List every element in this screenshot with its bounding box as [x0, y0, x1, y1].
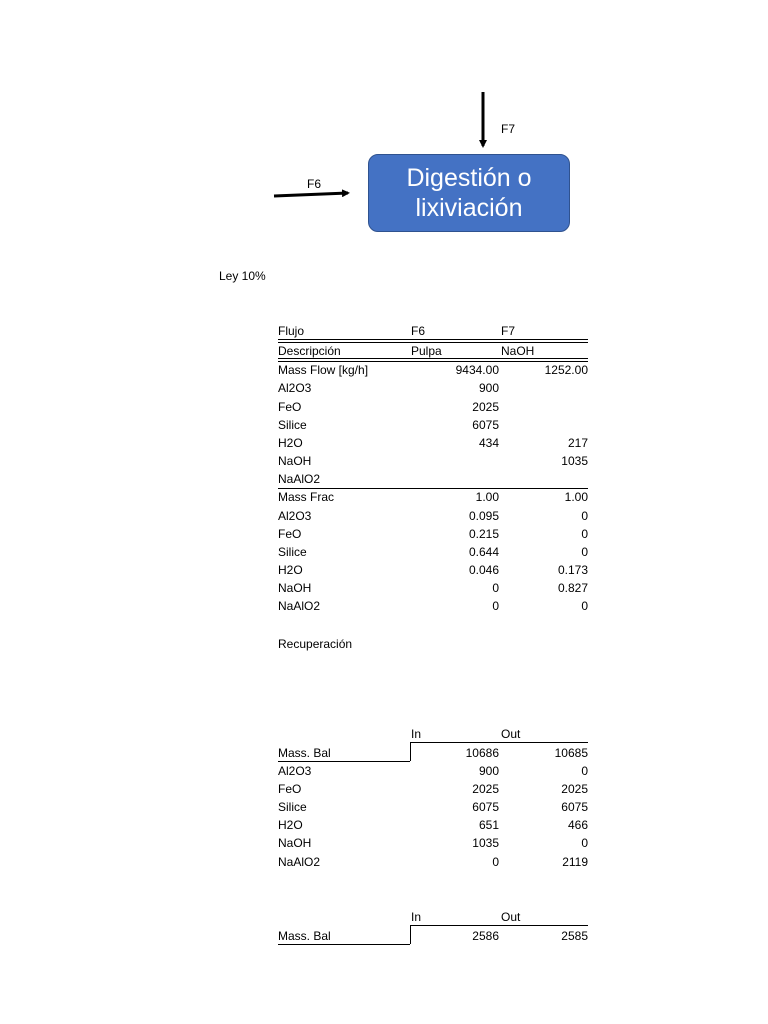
process-label-line1: Digestión o	[406, 164, 532, 192]
balance-col-divider	[410, 925, 411, 944]
balance-header-divider	[410, 925, 588, 926]
row-out: 466	[567, 818, 588, 832]
row-f6: 0	[492, 581, 499, 595]
balance-col-divider	[410, 742, 411, 761]
row-f7: 1252.00	[544, 363, 588, 377]
stream-f6-label: F6	[307, 177, 322, 191]
row-in: 6075	[472, 800, 499, 814]
row-label: Mass. Bal	[278, 746, 331, 760]
row-f6: 900	[478, 381, 499, 395]
row-f6: 2025	[472, 400, 499, 414]
row-f7: 0	[581, 599, 588, 613]
row-f7: 1.00	[564, 490, 588, 504]
row-label: NaOH	[278, 454, 312, 468]
row-f7: 0.827	[557, 581, 588, 595]
row-label: Silice	[278, 418, 307, 432]
balance-in-header: In	[411, 727, 422, 741]
row-label: NaOH	[278, 836, 312, 850]
stream-f7-label: F7	[501, 122, 516, 136]
row-label: NaAlO2	[278, 855, 321, 869]
row-label: H2O	[278, 563, 303, 577]
desc-f7: NaOH	[501, 344, 535, 358]
row-f6: 0.215	[468, 527, 499, 541]
balance-header-divider	[410, 742, 588, 743]
row-label: NaOH	[278, 581, 312, 595]
row-f7: 1035	[561, 454, 588, 468]
row-in: 651	[478, 818, 499, 832]
row-in: 2025	[472, 782, 499, 796]
row-in: 0	[492, 855, 499, 869]
row-in: 1035	[472, 836, 499, 850]
row-f6: 0.046	[468, 563, 499, 577]
flow-header-label: Flujo	[278, 324, 305, 338]
row-label: FeO	[278, 782, 302, 796]
row-label: Mass. Bal	[278, 929, 331, 943]
balance-out-header: Out	[501, 910, 521, 924]
row-out: 0	[581, 764, 588, 778]
row-out: 2119	[562, 855, 588, 869]
process-label-line2: lixiviación	[415, 194, 523, 222]
row-f7: 0	[581, 545, 588, 559]
row-label: Al2O3	[278, 381, 312, 395]
row-f6: 0	[492, 599, 499, 613]
row-label: H2O	[278, 818, 303, 832]
row-label: Mass Frac	[278, 490, 335, 504]
row-label: Al2O3	[278, 764, 312, 778]
ley-label: Ley 10%	[219, 269, 266, 283]
row-label: Silice	[278, 800, 307, 814]
balance-total-underline	[278, 944, 410, 945]
frac-divider	[278, 488, 588, 489]
row-label: H2O	[278, 436, 303, 450]
row-in: 10686	[465, 746, 499, 760]
row-label: NaAlO2	[278, 599, 321, 613]
row-f6: 0.644	[468, 545, 499, 559]
row-out: 6075	[561, 800, 588, 814]
row-out: 10685	[554, 746, 588, 760]
stream-f6-arrow	[274, 193, 348, 196]
row-f7: 0	[581, 509, 588, 523]
row-f7: 0.173	[557, 563, 588, 577]
desc-divider	[278, 358, 588, 362]
flow-header-divider	[278, 339, 588, 343]
row-f6: 1.00	[475, 490, 499, 504]
desc-f6: Pulpa	[411, 344, 442, 358]
row-out: 2585	[561, 929, 588, 943]
row-f7: 0	[581, 527, 588, 541]
row-label: NaAlO2	[278, 472, 321, 486]
row-f6: 6075	[472, 418, 499, 432]
process-box-digestion	[368, 154, 570, 232]
row-f6: 0.095	[468, 509, 499, 523]
flow-header-f7: F7	[501, 324, 516, 338]
row-label: FeO	[278, 527, 302, 541]
row-out: 0	[581, 836, 588, 850]
flow-header-f6: F6	[411, 324, 426, 338]
row-out: 2025	[561, 782, 588, 796]
row-in: 2586	[472, 929, 499, 943]
balance-out-header: Out	[501, 727, 521, 741]
recuperacion-label: Recuperación	[278, 637, 353, 651]
row-label: Silice	[278, 545, 307, 559]
balance-total-underline	[278, 761, 410, 762]
row-label: FeO	[278, 400, 302, 414]
row-f6: 434	[478, 436, 499, 450]
row-in: 900	[478, 764, 499, 778]
row-label: Mass Flow [kg/h]	[278, 363, 369, 377]
balance-in-header: In	[411, 910, 422, 924]
desc-label: Descripción	[278, 344, 341, 358]
row-f7: 217	[567, 436, 588, 450]
row-label: Al2O3	[278, 509, 312, 523]
row-f6: 9434.00	[455, 363, 499, 377]
